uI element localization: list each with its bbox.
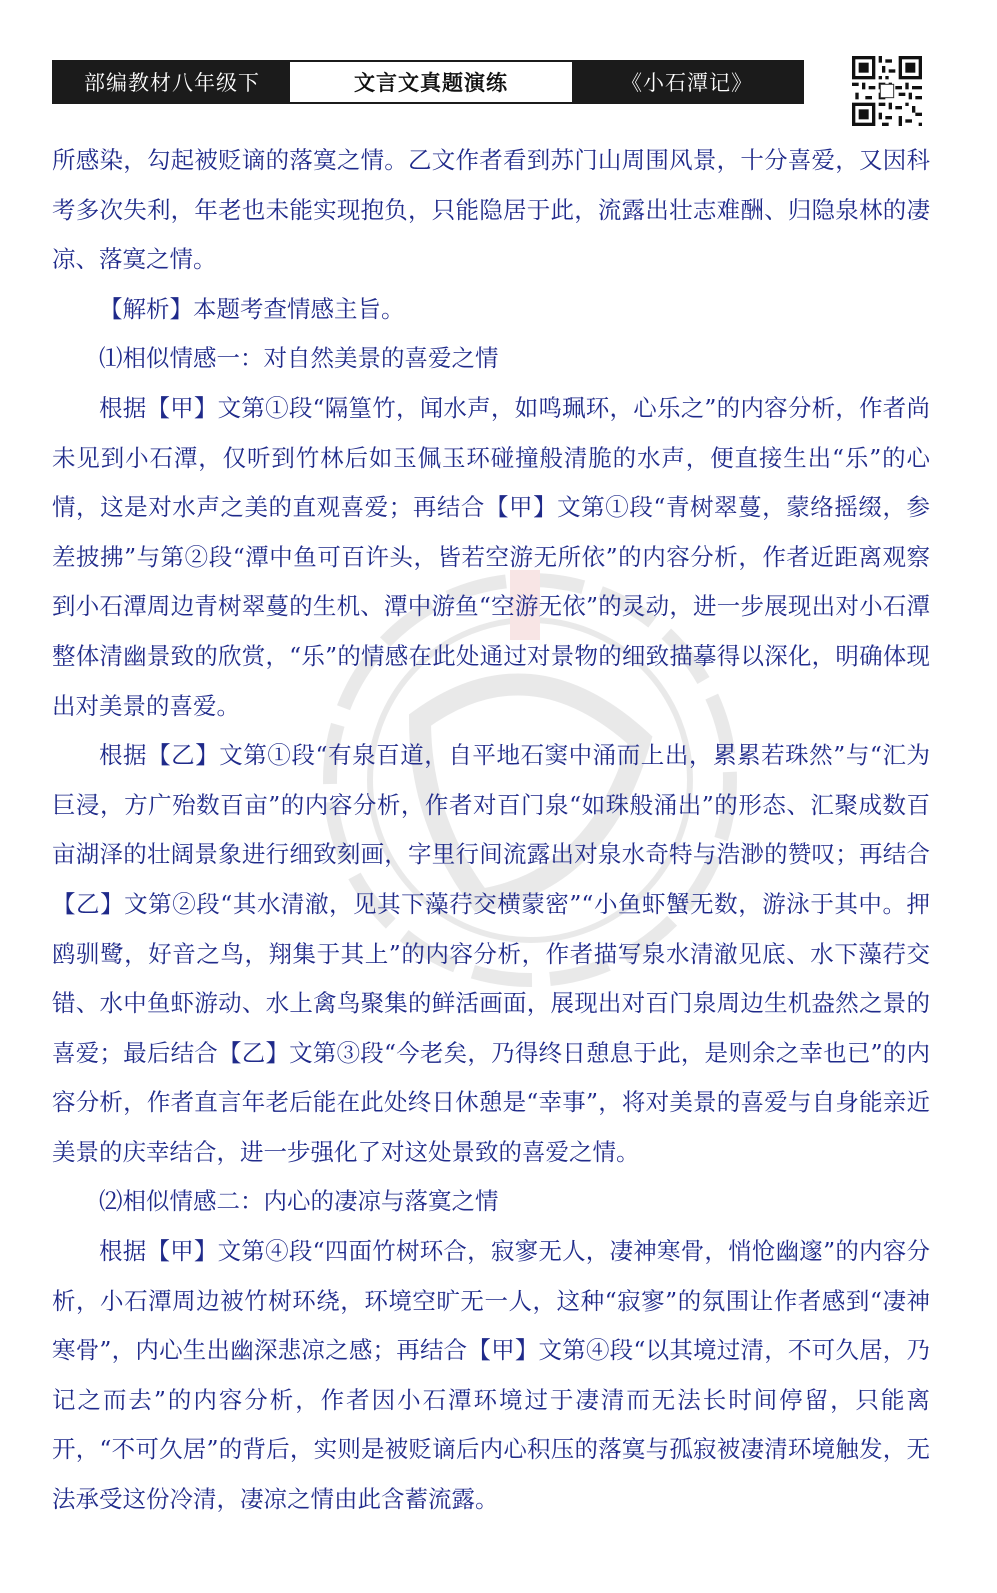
header-topic-label: 文言文真题演练 — [290, 62, 572, 102]
answer-body — [52, 136, 930, 1525]
header-grade-label: 部编教材八年级下 — [54, 62, 290, 102]
emotion-heading-2: ⑵相似情感二：内心的凄凉与落寞之情 — [99, 1187, 499, 1216]
header-title-label: 《小石潭记》 — [572, 62, 802, 102]
emotion-heading-1: ⑴相似情感一：对自然美景的喜爱之情 — [99, 344, 499, 373]
qr-code-icon — [852, 56, 922, 126]
analysis-paragraph-jia-2: 根据【甲】文第④段“四面竹树环合，寂寥无人，凄神寒骨，悄怆幽邃”的内容分析，小石潭周边被竹树环绕，环境空旷无一人，这种“寂寥”的氛围让作者感到“凄神寒骨”，内心生出幽深悲凉之感；再结合【甲】文第④段“以其境过清，不可久居，乃记之而去”的内容分析，作者因小石潭环境过于凄清而无法长时间停留，只能离开，“不可久居”的背后，实则是被贬谪后内心积压的落寞与孤寂被凄清环境触发，无法承受这份冷清，凄凉之情由此含蓄流露。 — [52, 1237, 930, 1514]
analysis-paragraph-yi: 根据【乙】文第①段“有泉百道，自平地石窦中涌而上出，累累若珠然”与“汇为巨浸，方广殆数百亩”的内容分析，作者对百门泉“如珠般涌出”的形态、汇聚成数百亩湖泽的壮阔景象进行细致刻画，字里行间流露出对泉水奇特与浩渺的赞叹；再结合【乙】文第②段“其水清澈，见其下藻荇交横蒙密”“小鱼虾蟹无数，游泳于其中。押鸥驯鹭，好音之鸟，翔集于其上”的内容分析，作者描写泉水清澈见底、水下藻荇交错、水中鱼虾游动、水上禽鸟聚集的鲜活画面，展现出对百门泉周边生机盎然之景的喜爱；最后结合【乙】文第③段“今老矣，乃得终日憩息于此，是则余之幸也已”的内容分析，作者直言年老后能在此处终日休憩是“幸事”，将对美景的喜爱与自身能亲近美景的庆幸结合，进一步强化了对这处景致的喜爱之情。 — [52, 741, 930, 1166]
analysis-paragraph-jia-1: 根据【甲】文第①段“隔篁竹，闻水声，如鸣珮环，心乐之”的内容分析，作者尚未见到小石潭，仅听到竹林后如玉佩玉环碰撞般清脆的水声，便直接生出“乐”的心情，这是对水声之美的直观喜爱；再结合【甲】文第①段“青树翠蔓，蒙络摇缀，参差披拂”与第②段“潭中鱼可百许头，皆若空游无所依”的内容分析，作者近距离观察到小石潭周边青树翠蔓的生机、潭中游鱼“空游无依”的灵动，进一步展现出对小石潭整体清幽景致的欣赏，“乐”的情感在此处通过对景物的细致描摹得以深化，明确体现出对美景的喜爱。 — [52, 393, 930, 720]
paragraph-continuation: 所感染，勾起被贬谪的落寞之情。乙文作者看到苏门山周围风景，十分喜爱，又因科考多次失利，年老也未能实现抱负，只能隐居于此，流露出壮志难酬、归隐泉林的凄凉、落寞之情。 — [52, 146, 930, 274]
analysis-intro: 【解析】本题考查情感主旨。 — [99, 294, 405, 323]
header-bar — [52, 60, 804, 104]
